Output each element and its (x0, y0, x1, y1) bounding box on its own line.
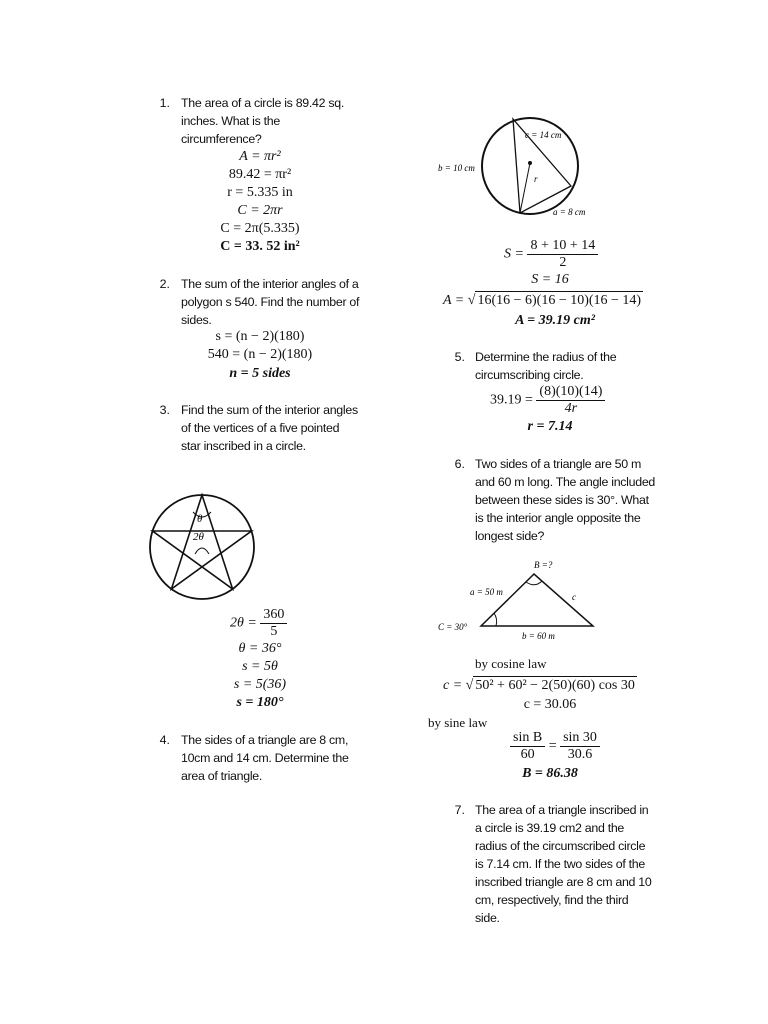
problem-text: The sides of a triangle are 8 cm, 10cm and 14 cm. Determine the area of triangle. (181, 733, 349, 783)
answer: A = 39.19 cm² (515, 313, 595, 328)
theta-label: θ (197, 513, 203, 525)
problem-number: 4. (159, 733, 170, 747)
answer: r = 7.14 (527, 419, 573, 434)
angle-b-label: B =? (534, 560, 553, 570)
problem-text: Determine the radius of the circumscribing circle. (475, 350, 617, 382)
side-a-label: a = 50 m (470, 587, 503, 597)
answer: n = 5 sides (229, 366, 291, 381)
problem-number: 3. (159, 403, 170, 417)
answer: s = 180° (236, 695, 284, 710)
fraction: $\frac{360}{5}$ (260, 607, 287, 640)
fraction: $\frac{\sin 30}{30.6}$ (560, 730, 600, 763)
triangle-figure (436, 558, 606, 646)
problem-text: Two sides of a triangle are 50 m and 60 m long. The angle included between these sides is 30°. What is the interior angle opposite the longest side? (475, 457, 656, 543)
side-b-label: b = 60 m (522, 631, 555, 641)
problem-number: 6. (454, 457, 465, 471)
problem-text: The sum of the interior angles of a polygon s 540. Find the number of sides. (181, 277, 360, 327)
fraction: $\frac{(8)(10)(14)}{4r}$ (536, 384, 605, 417)
side-c-label: c (572, 592, 576, 602)
problem-number: 2. (159, 277, 170, 291)
problem-number: 5. (454, 350, 465, 364)
side-a-label: a = 8 cm (553, 207, 586, 217)
problem-text: Find the sum of the interior angles of the vertices of a five pointed star inscribed in a circle. (181, 403, 358, 453)
radius-label: r (534, 174, 538, 184)
problem-number: 1. (159, 96, 170, 110)
side-b-label: b = 10 cm (438, 163, 475, 173)
problem-text: The area of a circle is 89.42 sq. inches. What is the circumference? (181, 96, 344, 146)
two-theta-label: 2θ (193, 531, 204, 543)
answer: B = 86.38 (522, 766, 578, 781)
inscribed-triangle-figure (430, 110, 610, 225)
angle-c-label: C = 30° (438, 622, 468, 632)
fraction: $\frac{\text{sin B}}{60}$ (510, 730, 545, 763)
answer: C = 33. 52 in² (220, 239, 300, 254)
problem-text: The area of a triangle inscribed in a circle is 39.19 cm2 and the radius of the circumscribed circle is 7.14 cm. If the two sides of the inscribed triangle are 8 cm and 10 cm, respectively, find the third side. (475, 803, 652, 925)
fraction: $\frac{8 + 10 + 14}{2}$ (527, 238, 598, 271)
problem-number: 7. (454, 803, 465, 817)
star-circle-figure (140, 488, 264, 606)
side-c-label: c = 14 cm (525, 130, 562, 140)
